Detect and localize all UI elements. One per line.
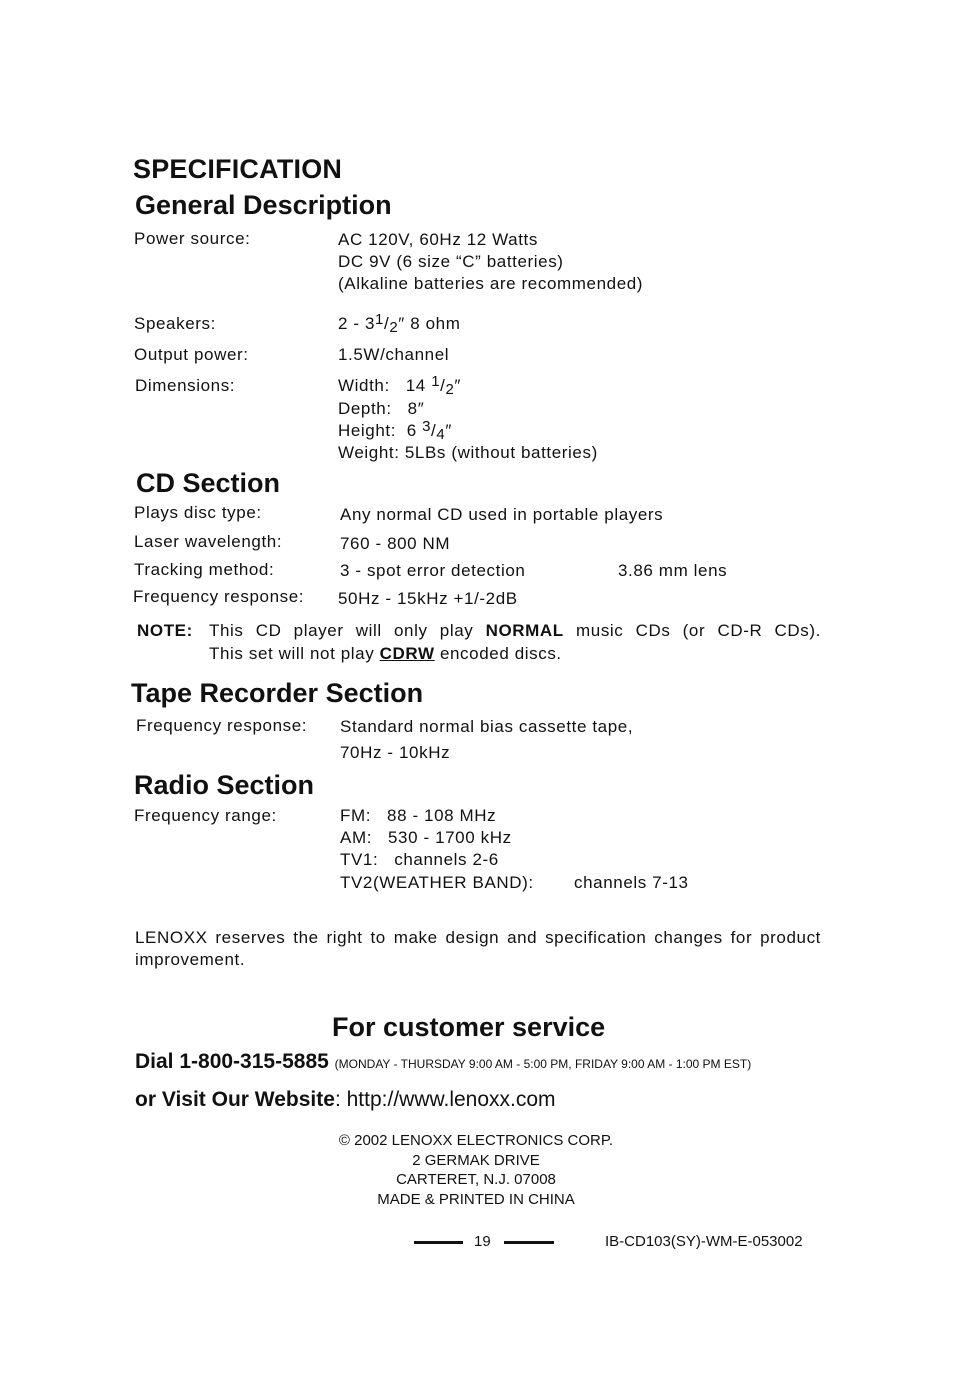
radio-range-label: Frequency range: [134, 806, 277, 825]
address-line-4: MADE & PRINTED IN CHINA [377, 1190, 575, 1208]
dial-line [135, 1050, 751, 1074]
dim-height: Height: 6 $^3/_4''$ [338, 418, 452, 443]
dim-height-text: Height: 6 [338, 421, 423, 440]
dim-height-den: 4 [436, 426, 446, 443]
cd-freq-value: 50Hz - 15kHz +1/-2dB [338, 589, 518, 608]
speakers-frac-den: 2 [389, 319, 399, 336]
dim-height-post: ″ [445, 421, 452, 440]
address-line-1: © 2002 LENOXX ELECTRONICS CORP. [338, 1132, 614, 1149]
tape-freq-line-2: 70Hz - 10kHz [340, 743, 451, 762]
page-title: SPECIFICATION [133, 154, 343, 184]
service-hours: (MONDAY - THURSDAY 9:00 AM - 5:00 PM, FRIDAY 9:00 AM - 1:00 PM EST) [334, 1057, 752, 1071]
tape-freq-line-1: Standard normal bias cassette tape, [340, 717, 634, 736]
power-source-label: Power source: [134, 229, 251, 248]
general-heading: General Description [135, 190, 392, 220]
note-label: NOTE: [137, 621, 193, 640]
website-line [135, 1088, 556, 1112]
radio-tv2-value: channels 7-13 [574, 873, 689, 892]
disc-type-value: Any normal CD used in portable players [340, 505, 664, 524]
radio-am: AM: 530 - 1700 kHz [340, 828, 512, 847]
note-cdrw-emphasis: CDRW [379, 644, 435, 663]
phone-number: Dial 1-800-315-5885 [135, 1050, 329, 1073]
tracking-value: 3 - spot error detection [340, 561, 526, 580]
speakers-frac-num: 1 [375, 311, 384, 328]
doc-code: IB-CD103(SY)-WM-E-053002 [605, 1233, 803, 1250]
note-line-1 [209, 619, 821, 642]
dim-depth: Depth: 8″ [338, 399, 425, 418]
website-url: : http://www.lenoxx.com [334, 1088, 556, 1111]
note-l2-text: This set will not play [209, 644, 380, 663]
customer-service-title: For customer service [332, 1012, 606, 1042]
laser-label: Laser wavelength: [134, 532, 283, 551]
dim-width-den: 2 [445, 381, 455, 398]
radio-heading: Radio Section [134, 770, 315, 800]
dim-width-text: Width: 14 [338, 376, 432, 395]
footer-rule-left [414, 1241, 463, 1244]
power-line-2: DC 9V (6 size “C” batteries) [338, 252, 564, 271]
output-power-label: Output power: [134, 345, 249, 364]
speakers-text: 2 - 3 [338, 314, 376, 333]
dim-width-num: 1 [431, 373, 441, 390]
note-l1-text-end: music CDs (or CD-R CDs). [563, 621, 821, 640]
speakers-text-post: ″ 8 ohm [398, 314, 461, 333]
address-line-3: CARTERET, N.J. 07008 [396, 1171, 556, 1188]
power-source-value [338, 229, 643, 295]
note-l2-text-end: encoded discs. [434, 644, 562, 663]
dim-width: Width: 14 $^1/_2''$ [338, 373, 462, 398]
page-number: 19 [474, 1233, 491, 1250]
note-normal-emphasis: NORMAL [485, 621, 564, 640]
dim-weight: Weight: 5LBs (without batteries) [338, 443, 598, 462]
tape-freq-label: Frequency response: [136, 716, 308, 735]
cd-freq-label: Frequency response: [133, 587, 305, 606]
disc-type-label: Plays disc type: [134, 503, 262, 522]
power-line-3: (Alkaline batteries are recommended) [338, 274, 644, 293]
dimensions-value [338, 375, 598, 464]
radio-fm: FM: 88 - 108 MHz [340, 806, 497, 825]
speakers-value: $2 - 3^1/_2''$ 8 ohm [338, 311, 461, 336]
cd-heading: CD Section [136, 468, 281, 498]
laser-value: 760 - 800 NM [340, 534, 451, 553]
dim-height-num: 3 [422, 418, 432, 435]
disclaimer: LENOXX reserves the right to make design and specification changes for product improvement. [135, 928, 821, 969]
radio-tv2-label: TV2(WEATHER BAND): [340, 873, 534, 892]
output-power-value: 1.5W/channel [338, 345, 450, 364]
speakers-label: Speakers: [134, 314, 216, 333]
company-address [276, 1131, 676, 1209]
tape-heading: Tape Recorder Section [131, 678, 424, 708]
address-line-2: 2 GERMAK DRIVE [412, 1151, 540, 1169]
note-l1-text: This CD player will only play [209, 621, 486, 640]
lens-value: 3.86 mm lens [618, 561, 728, 580]
visit-website-label: or Visit Our Website [135, 1088, 335, 1111]
radio-tv1: TV1: channels 2-6 [340, 850, 499, 869]
note-line-2 [209, 642, 562, 665]
tracking-label: Tracking method: [134, 560, 275, 579]
footer-rule-right [504, 1241, 554, 1244]
dim-width-post: ″ [454, 376, 462, 395]
power-line-1: AC 120V, 60Hz 12 Watts [338, 230, 538, 249]
dimensions-label: Dimensions: [135, 376, 236, 395]
